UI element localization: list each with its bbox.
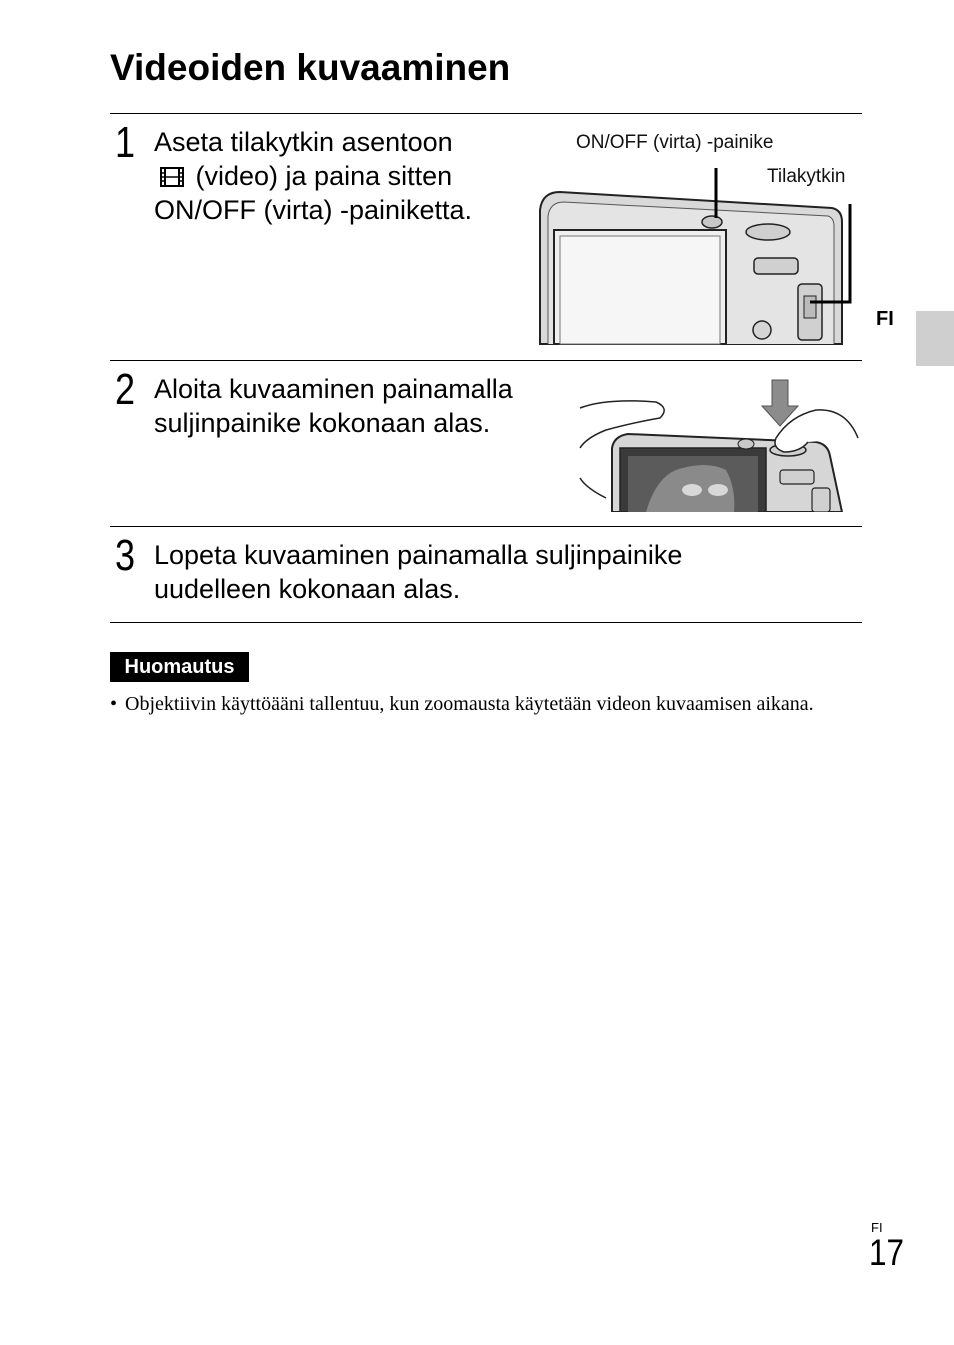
note-heading: Huomautus <box>110 652 249 682</box>
section-divider <box>110 113 862 114</box>
step-text-line: Aloita kuvaaminen painamalla <box>154 374 513 404</box>
section-divider <box>110 526 862 527</box>
step-text-line <box>154 159 524 193</box>
step-text-line: Lopeta kuvaaminen painamalla suljinpainike <box>154 540 683 570</box>
section-divider <box>110 360 862 361</box>
step-text-line: suljinpainike kokonaan alas. <box>154 408 491 438</box>
step-text-line: ON/OFF (virta) -painiketta. <box>154 195 473 225</box>
shutter-press-illustration <box>576 378 862 512</box>
step-3-text <box>154 538 854 606</box>
step-number: 2 <box>115 365 136 414</box>
power-button-label: ON/OFF (virta) -painike <box>576 132 774 153</box>
note-text: Objektiivin käyttöääni tallentuu, kun zoomausta käytetään videon kuvaamisen aikana. <box>125 693 814 715</box>
language-side-tab <box>916 311 954 366</box>
step-2-text <box>154 372 574 440</box>
language-tab-label: FI <box>876 308 894 330</box>
step-1-text <box>154 125 524 227</box>
bullet: • <box>110 693 118 715</box>
page-language-code: FI <box>871 1220 883 1235</box>
step-text-line: uudelleen kokonaan alas. <box>154 574 461 604</box>
movie-mode-icon <box>158 162 188 184</box>
step-number: 1 <box>115 118 136 167</box>
note-item <box>110 690 850 718</box>
step-text-segment: (video) ja paina sitten <box>188 161 453 191</box>
mode-switch-label: Tilakytkin <box>767 166 846 187</box>
section-divider <box>110 622 862 623</box>
page-title: Videoiden kuvaaminen <box>110 47 511 88</box>
step-number: 3 <box>115 531 136 580</box>
camera-back-illustration <box>536 160 856 346</box>
step-text-line: Aseta tilakytkin asentoon <box>154 127 453 157</box>
page-number: 17 <box>869 1232 904 1273</box>
